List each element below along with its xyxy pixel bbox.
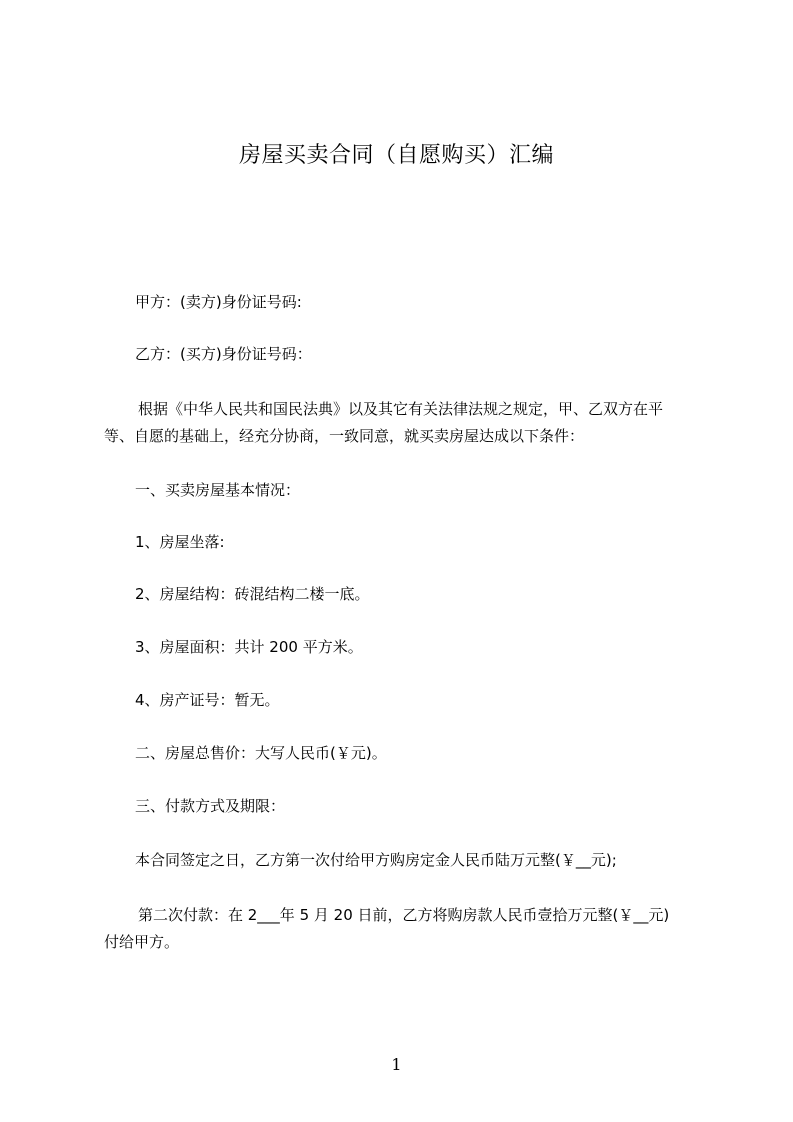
party-a-line: 甲方：(卖方)身份证号码: (135, 293, 302, 311)
document-title: 房屋买卖合同（自愿购买）汇编 (238, 143, 554, 168)
section-3-heading: 三、付款方式及期限： (135, 797, 286, 815)
item-1-location: 1、房屋坐落: (135, 533, 225, 551)
payment-1-line: 本合同签定之日，乙方第一次付给甲方购房定金人民币陆万元整(￥__元); (135, 851, 617, 869)
party-b-line: 乙方：(买方)身份证号码： (135, 345, 312, 363)
section-2-heading: 二、房屋总售价：大写人民币(￥元)。 (135, 744, 387, 762)
page-number: 1 (391, 1055, 402, 1074)
item-3-area: 3、房屋面积：共计 200 平方米。 (135, 638, 363, 656)
payment-2-line-1: 第二次付款：在 2___年 5 月 20 日前，乙方将购房款人民币壹拾万元整(￥__元) (138, 906, 670, 924)
payment-2-line-2: 付给甲方。 (104, 933, 180, 951)
section-1-heading: 一、买卖房屋基本情况： (135, 481, 301, 499)
preamble-line-1: 根据《中华人民共和国民法典》以及其它有关法律法规之规定，甲、乙双方在平 (138, 400, 664, 418)
item-2-structure: 2、房屋结构：砖混结构二楼一底。 (135, 585, 370, 603)
item-4-certificate: 4、房产证号：暂无。 (135, 691, 280, 709)
preamble-line-2: 等、自愿的基础上，经充分协商，一致同意，就买卖房屋达成以下条件： (104, 427, 585, 445)
